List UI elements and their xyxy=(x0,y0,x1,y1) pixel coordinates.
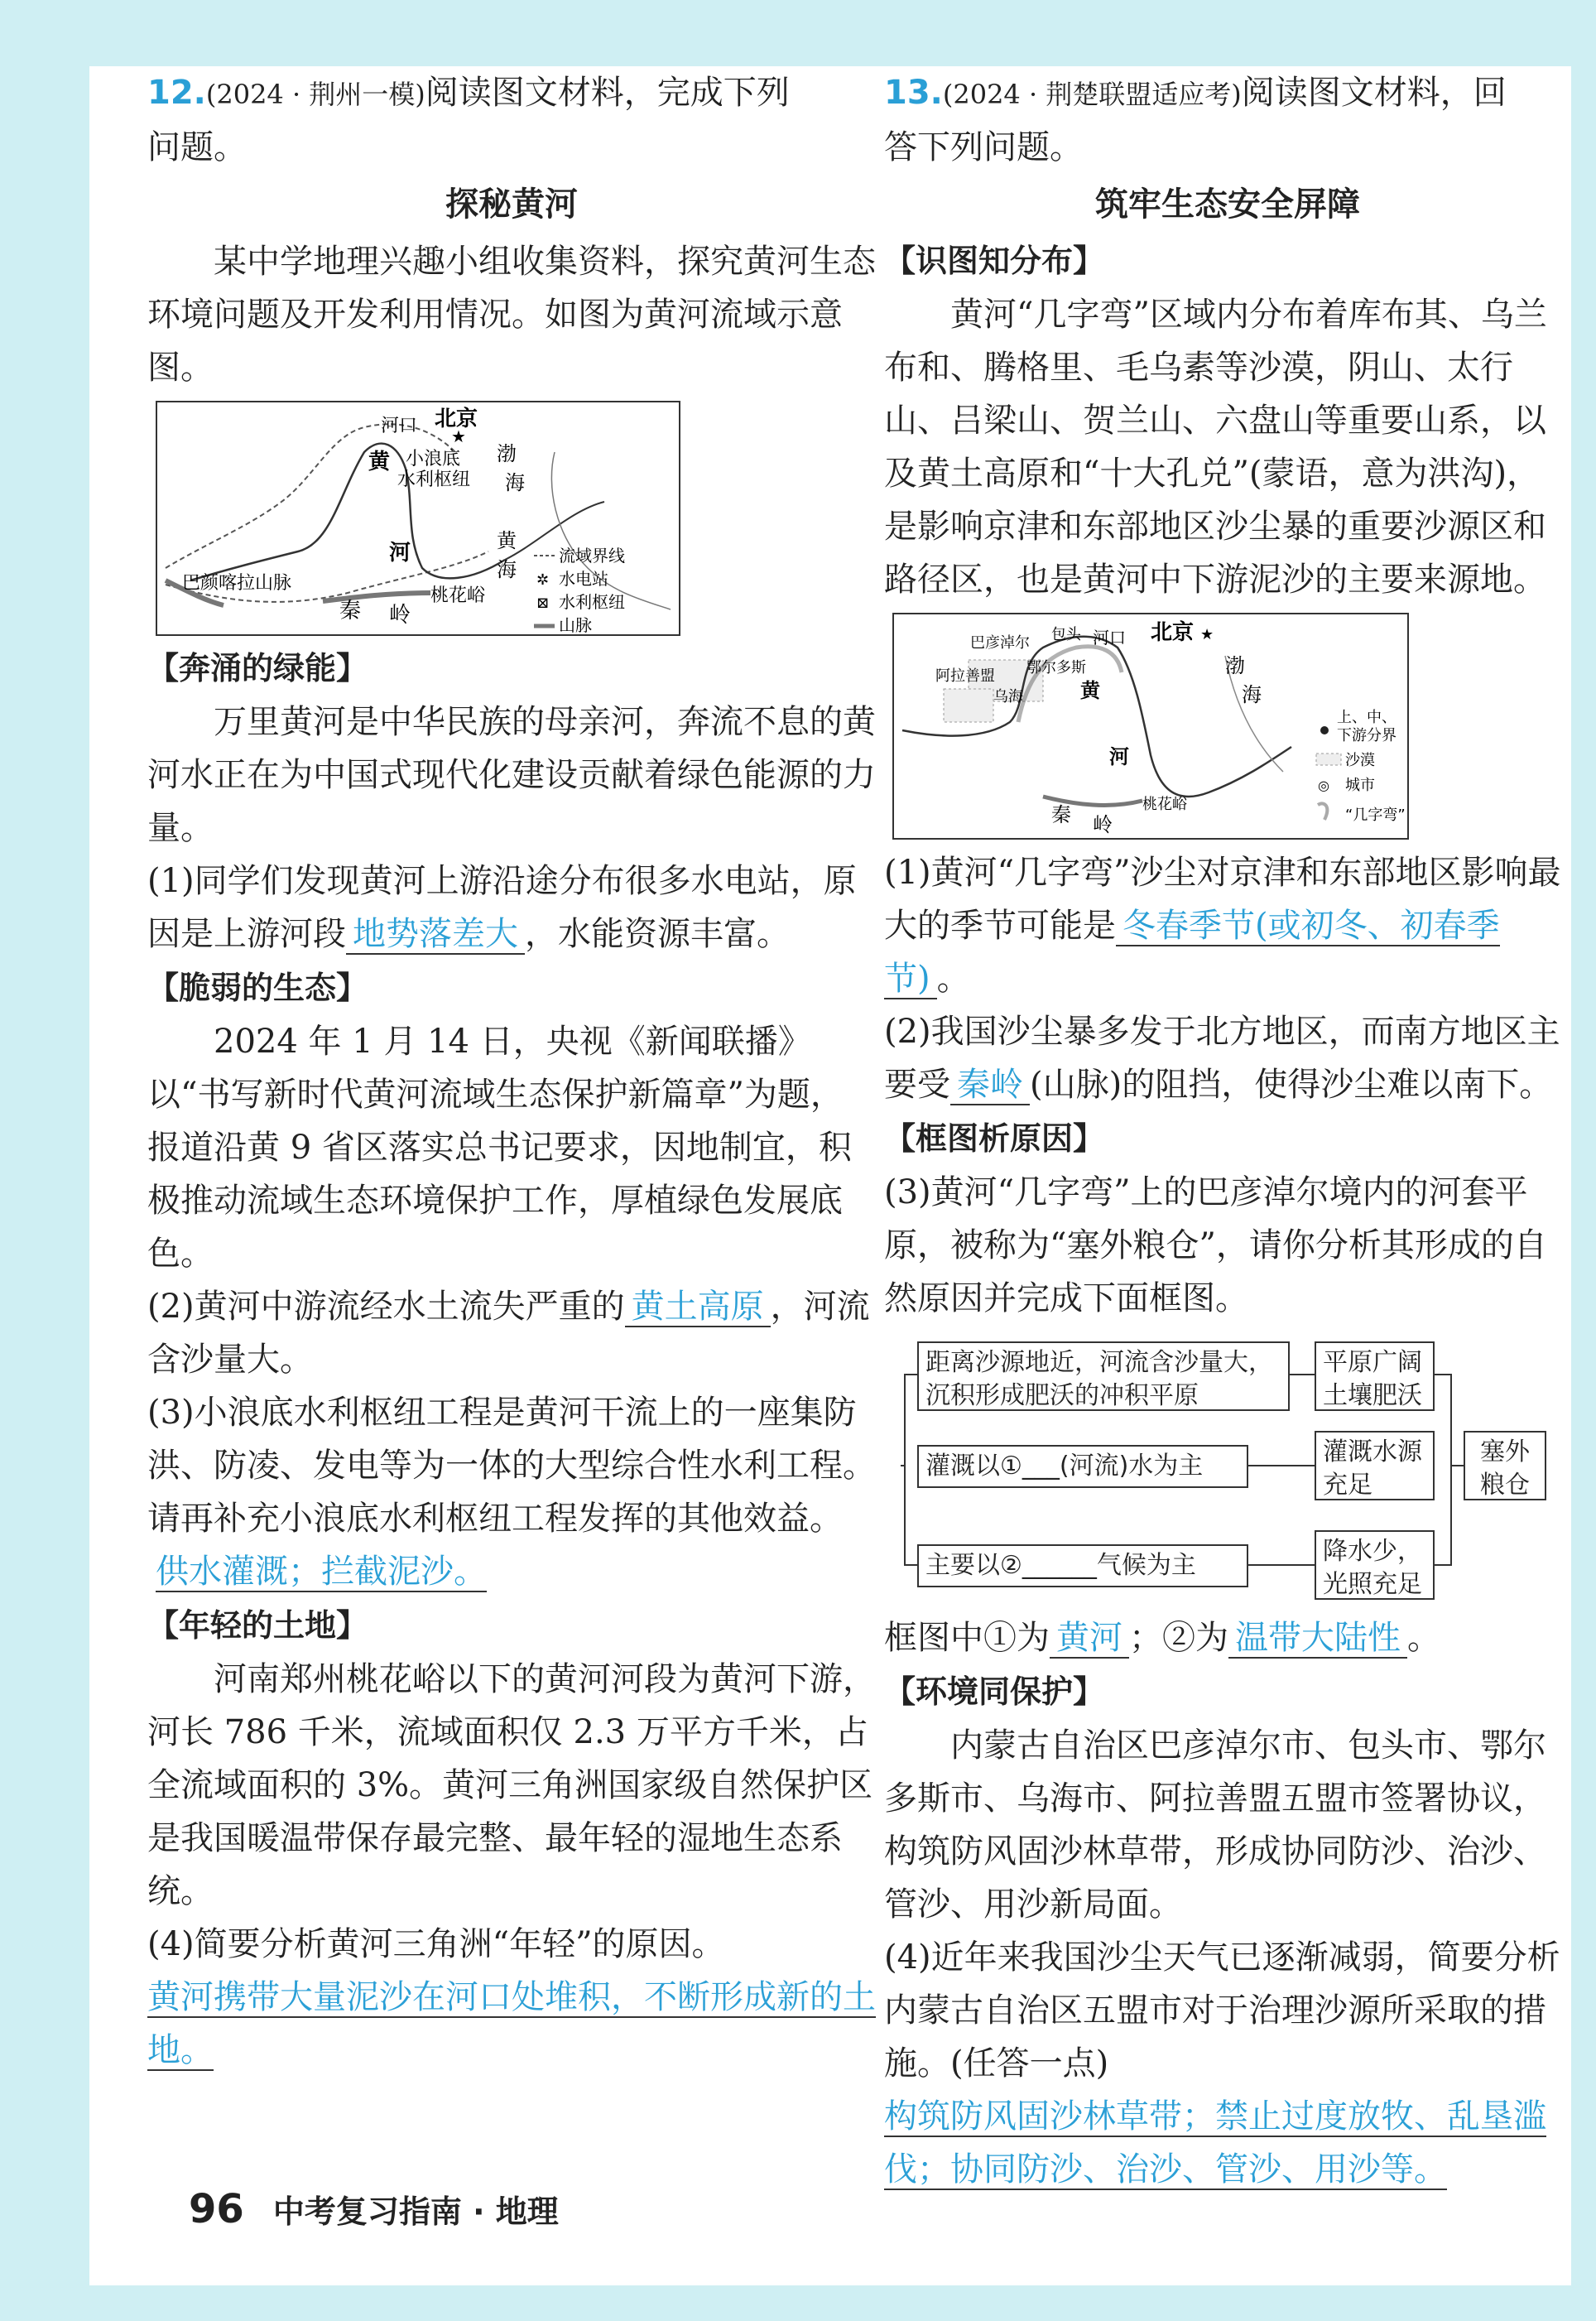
map-label-beijing: 北京 xyxy=(435,407,478,431)
legend2-jiziwan: “几字弯” xyxy=(1345,807,1406,824)
map-label-xiaolangdi2: 水利枢纽 xyxy=(397,469,471,490)
q13-q1-a: (1)黄河“几字弯”沙尘对京津和东部地区影响最大的季节可能是 xyxy=(884,854,1561,945)
reason-flowchart xyxy=(901,1333,1563,1606)
q12-sec3-text: 河南郑州桃花峪以下的黄河河段为黄河下游，河长 786 千米，流域面积仅 2.3 万平方千米，占全流域面积的 3%。黄河三角洲国家级自然保护区是我国暖温带保存最完整、最年轻的湿地生态系统。 xyxy=(147,1660,876,1910)
map-label-hekou: 河口 xyxy=(381,416,418,436)
map-label-he: 河 xyxy=(389,541,411,566)
legend2-desert: 沙漠 xyxy=(1345,752,1375,769)
map2-star: ★ xyxy=(1200,626,1214,643)
q13-q2-a: (2)我国沙尘暴多发于北方地区，而南方地区主要受 xyxy=(884,1013,1560,1104)
q13-q2-answer: 秦岭 xyxy=(950,1066,1030,1105)
q13-stem-b: 答下列问题。 xyxy=(884,128,1083,166)
q12-q1-answer: 地势落差大 xyxy=(346,915,525,955)
yellow-river-map-drawing xyxy=(157,402,679,634)
q12-stem-b: 问题。 xyxy=(147,128,247,166)
q13-q3-answer2: 温带大陆性 xyxy=(1228,1619,1407,1659)
q12-intro: 某中学地理兴趣小组收集资料，探究黄河生态环境问题及开发利用情况。如图为黄河流域示意图。 xyxy=(147,243,876,387)
flow-box-sediment: 距离沙源地近，河流含沙量大，沉积形成肥沃的冲积平原 xyxy=(917,1341,1290,1411)
q13-q4-answer-line xyxy=(884,2090,1571,2196)
map-label-ling: 岭 xyxy=(389,603,411,628)
map-label-huang: 黄 xyxy=(497,529,517,552)
q12-q3-answer-line xyxy=(156,1545,876,1598)
yellow-river-map xyxy=(156,401,680,636)
q12-q1 xyxy=(147,855,876,961)
legend2-boundary-b: 下游分界 xyxy=(1337,727,1396,744)
flow-box-sunshine: 降水少，光照充足 xyxy=(1315,1530,1435,1600)
q12-stem xyxy=(147,66,876,174)
q13-number: 13. xyxy=(884,74,943,112)
q13-q3-fill-b: ；②为 xyxy=(1129,1619,1228,1657)
q13-q3-fill xyxy=(884,1611,1571,1664)
map-label-hai1: 海 xyxy=(505,471,525,494)
map-star: ★ xyxy=(451,426,466,446)
q13-q3-fill-a: 框图中①为 xyxy=(884,1619,1050,1657)
q13-q3: (3)黄河“几字弯”上的巴彦淖尔境内的河套平原，被称为“塞外粮仓”，请你分析其形成的自然原因并完成下面框图。 xyxy=(884,1173,1547,1317)
q13-q3-answer1: 黄河 xyxy=(1050,1619,1129,1659)
q13-q1-b: 。 xyxy=(936,960,970,998)
map2-label-baotou: 包头 xyxy=(1051,626,1081,643)
q12-title: 探秘黄河 xyxy=(445,185,578,224)
q13-sec3-text: 内蒙古自治区巴彦淖尔市、包头市、鄂尔多斯市、乌海市、阿拉善盟五盟市签署协议，构筑防风固沙林草带，形成协同防沙、治沙、管沙、用沙新局面。 xyxy=(884,1726,1546,1924)
q13-q4: (4)近年来我国沙尘天气已逐渐减弱，简要分析内蒙古自治区五盟市对于治理沙源所采取的措施。(任答一点) xyxy=(884,1938,1560,2083)
book-title: 中考复习指南 · 地理 xyxy=(272,2193,559,2230)
q13-q4-answer: 构筑防风固沙林草带；禁止过度放牧、乱垦滥伐；协同防沙、治沙、管沙、用沙等。 xyxy=(884,2097,1546,2189)
question-13 xyxy=(884,66,1571,2196)
map-label-hai2: 海 xyxy=(497,558,517,581)
q13-q1 xyxy=(884,846,1571,1005)
map-label-bo: 渤 xyxy=(497,442,517,465)
q13-sec1-text: 黄河“几字弯”区域内分布着库布其、乌兰布和、腾格里、毛乌素等沙漠，阴山、太行山、吕梁山、贺兰山、六盘山等重要山系，以及黄土高原和“十大孔兑”(蒙语，意为洪沟)，是影响京津和东部地区沙尘暴的重要沙源区和路径区，也是黄河中下游泥沙的主要来源地。 xyxy=(884,296,1547,599)
map2-label-beijing: 北京 xyxy=(1151,620,1195,645)
q12-q1-a: (1)同学们发现黄河上游沿途分布很多水电站，原因是上游河段 xyxy=(147,862,857,953)
legend-hydro-icon: ✲ xyxy=(536,571,550,589)
q13-title: 筑牢生态安全屏障 xyxy=(1095,185,1360,224)
q13-sec1: 【识图知分布】 xyxy=(884,243,1105,279)
legend-mountain: 山脉 xyxy=(559,615,592,634)
legend2-city-icon: ◎ xyxy=(1318,778,1329,793)
map-label-taohuayu: 桃花峪 xyxy=(430,585,486,606)
q12-stem-a: 阅读图文材料，完成下列 xyxy=(425,74,790,112)
map2-label-bo: 渤 xyxy=(1225,654,1245,677)
map2-label-alashan: 阿拉善盟 xyxy=(935,667,995,685)
q12-source: (2024 · 荆州一模) xyxy=(205,79,425,110)
flow-box-water: 灌溉水源充足 xyxy=(1315,1431,1435,1500)
map-label-qin: 秦 xyxy=(339,599,362,624)
map2-label-eerduosi: 鄂尔多斯 xyxy=(1026,659,1086,677)
flow-box-irrigation: 灌溉以①___(河流)水为主 xyxy=(917,1445,1248,1488)
q12-number: 12. xyxy=(147,74,206,112)
jiziwan-map-drawing xyxy=(894,614,1407,838)
map2-label-he: 河 xyxy=(1109,745,1129,768)
q13-q2-b: (山脉)的阻挡，使得沙尘难以南下。 xyxy=(1030,1066,1553,1104)
map2-label-taohuayu: 桃花峪 xyxy=(1142,796,1187,813)
q13-stem xyxy=(884,66,1571,174)
jiziwan-map xyxy=(892,613,1409,840)
q12-sec2: 【脆弱的生态】 xyxy=(147,970,368,1006)
q12-q2-a: (2)黄河中游流经水土流失严重的 xyxy=(147,1288,625,1326)
page-sheet xyxy=(89,66,1571,2285)
q12-q4-answer: 黄河携带大量泥沙在河口处堆积，不断形成新的土地。 xyxy=(147,1978,876,2069)
q13-sec3: 【环境同保护】 xyxy=(884,1673,1105,1710)
page-footer xyxy=(189,2186,559,2232)
q12-q1-b: ，水能资源丰富。 xyxy=(525,915,790,953)
legend-hydro: 水电站 xyxy=(559,569,608,589)
map2-label-bayannaoer: 巴彦淖尔 xyxy=(970,634,1030,652)
q12-sec1-text: 万里黄河是中华民族的母亲河，奔流不息的黄河水正在为中国式现代化建设贡献着绿色能源的力量。 xyxy=(147,703,876,847)
map2-label-wuhai: 乌海 xyxy=(993,688,1023,705)
q13-q1-answer: 冬春季节(或初冬、初春季节) xyxy=(884,907,1500,998)
map-label-xiaolangdi: 小浪底 xyxy=(406,449,461,469)
legend-dam: 水利枢纽 xyxy=(559,592,625,612)
q12-sec1: 【奔涌的绿能】 xyxy=(147,650,368,686)
map-label-huang2: 黄 xyxy=(368,450,391,474)
legend2-boundary-a: 上、中、 xyxy=(1337,709,1396,726)
q12-q4: (4)简要分析黄河三角洲“年轻”的原因。 xyxy=(147,1925,725,1963)
legend2-city: 城市 xyxy=(1345,777,1375,794)
map2-label-ling: 岭 xyxy=(1093,813,1113,836)
map2-label-hekou: 河口 xyxy=(1093,628,1126,648)
q12-q2 xyxy=(147,1280,876,1386)
legend-dam-icon: ⊠ xyxy=(536,595,550,612)
q13-source: (2024 · 荆楚联盟适应考) xyxy=(942,79,1242,110)
q12-q3: (3)小浪底水利枢纽工程是黄河干流上的一座集防洪、防凌、发电等为一体的大型综合性水利工程。请再补充小浪底水利枢纽工程发挥的其他效益。 xyxy=(147,1394,876,1538)
q13-sec2: 【框图析原因】 xyxy=(884,1120,1105,1157)
q12-sec3: 【年轻的土地】 xyxy=(147,1607,368,1644)
map2-label-hai: 海 xyxy=(1242,683,1262,706)
q12-q2-answer: 黄土高原 xyxy=(625,1288,771,1327)
page-number: 96 xyxy=(189,2186,244,2232)
flow-box-climate: 主要以②______气候为主 xyxy=(917,1544,1248,1587)
q13-q3-fill-c: 。 xyxy=(1407,1619,1440,1657)
question-12 xyxy=(147,66,876,2077)
q13-q2 xyxy=(884,1005,1571,1111)
flow-box-plain: 平原广阔土壤肥沃 xyxy=(1315,1341,1435,1411)
q12-q4-answer-line xyxy=(147,1971,876,2077)
q13-stem-a: 阅读图文材料，回 xyxy=(1241,74,1507,112)
q12-sec2-text: 2024 年 1 月 14 日，央视《新闻联播》以“书写新时代黄河流域生态保护新篇章”为题，报道沿黄 9 省区落实总书记要求，因地制宜，积极推动流域生态环境保护工作，厚植绿色发展底色。 xyxy=(147,1023,852,1273)
q12-q2-b: ，河流含沙量大。 xyxy=(147,1288,870,1379)
legend-boundary: 流域界线 xyxy=(559,546,625,566)
map-label-bayan: 巴颜喀拉山脉 xyxy=(182,573,292,594)
map2-label-qin: 秦 xyxy=(1051,803,1071,826)
q12-q3-answer: 供水灌溉；拦截泥沙。 xyxy=(156,1553,487,1591)
map2-label-huang: 黄 xyxy=(1080,679,1100,702)
flow-box-granary: 塞外粮仓 xyxy=(1464,1431,1546,1500)
